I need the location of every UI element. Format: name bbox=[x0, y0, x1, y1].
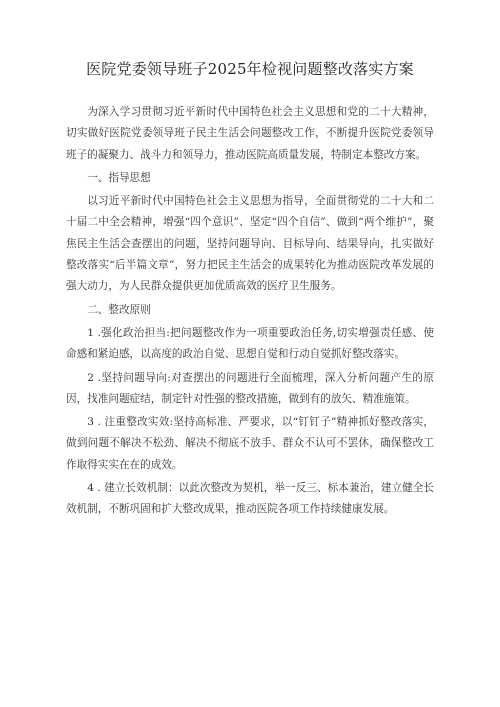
principle-item-3: 3 . 注重整改实效:坚持高标准、严要求，以“钉钉子”精神抓好整改落实，做到问题不解决不松劲、解决不彻底不放手、群众不认可不罢休，确保整改工作取得实实在在的成效。 bbox=[66, 416, 434, 471]
principle-item-1: 1 .强化政治担当:把问题整改作为一项重要政治任务,切实增强责任感、使命感和紧迫感，以高度的政治自觉、思想自觉和行动自觉抓好整改落实。 bbox=[66, 326, 434, 361]
intro-paragraph: 为深入学习贯彻习近平新时代中国特色社会主义思想和党的二十大精神，切实做好医院党委领导班子民主生活会问题整改工作，不断提升医院党委领导班子的凝聚力、战斗力和领导力，推动医院高质量发展，特制定本整改方案。 bbox=[66, 106, 434, 161]
guiding-thought-paragraph: 以习近平新时代中国特色社会主义思想为指导，全面贯彻党的二十大和二十届二中全会精神，增强“四个意识”、坚定“四个自信”、做到“两个维护”，聚焦民主生活会查摆出的问题，坚持问题导向、目标导向、结果导向，扎实做好整改落实“后半篇文章”，努力把民主生活会的成果转化为推动医院改革发展的强大动力，为人民群众提供更加优质高效的医疗卫生服务。 bbox=[66, 195, 434, 293]
principle-item-4: 4 . 建立长效机制：以此次整改为契机，举一反三、标本兼治，建立健全长效机制，不断巩固和扩大整改成果，推动医院各项工作持续健康发展。 bbox=[66, 482, 434, 516]
document-title: 医院党委领导班子2025年检视问题整改落实方案 bbox=[86, 60, 414, 78]
section-heading-principles: 二、整改原则 bbox=[87, 303, 151, 316]
section-heading-guiding-thought: 一、指导思想 bbox=[87, 171, 151, 184]
principle-item-2: 2 .坚持问题导向:对查摆出的问题进行全面梳理，深入分析问题产生的原因，找准问题症结，制定针对性强的整改措施，做到有的放矢、精准施策。 bbox=[66, 371, 434, 405]
